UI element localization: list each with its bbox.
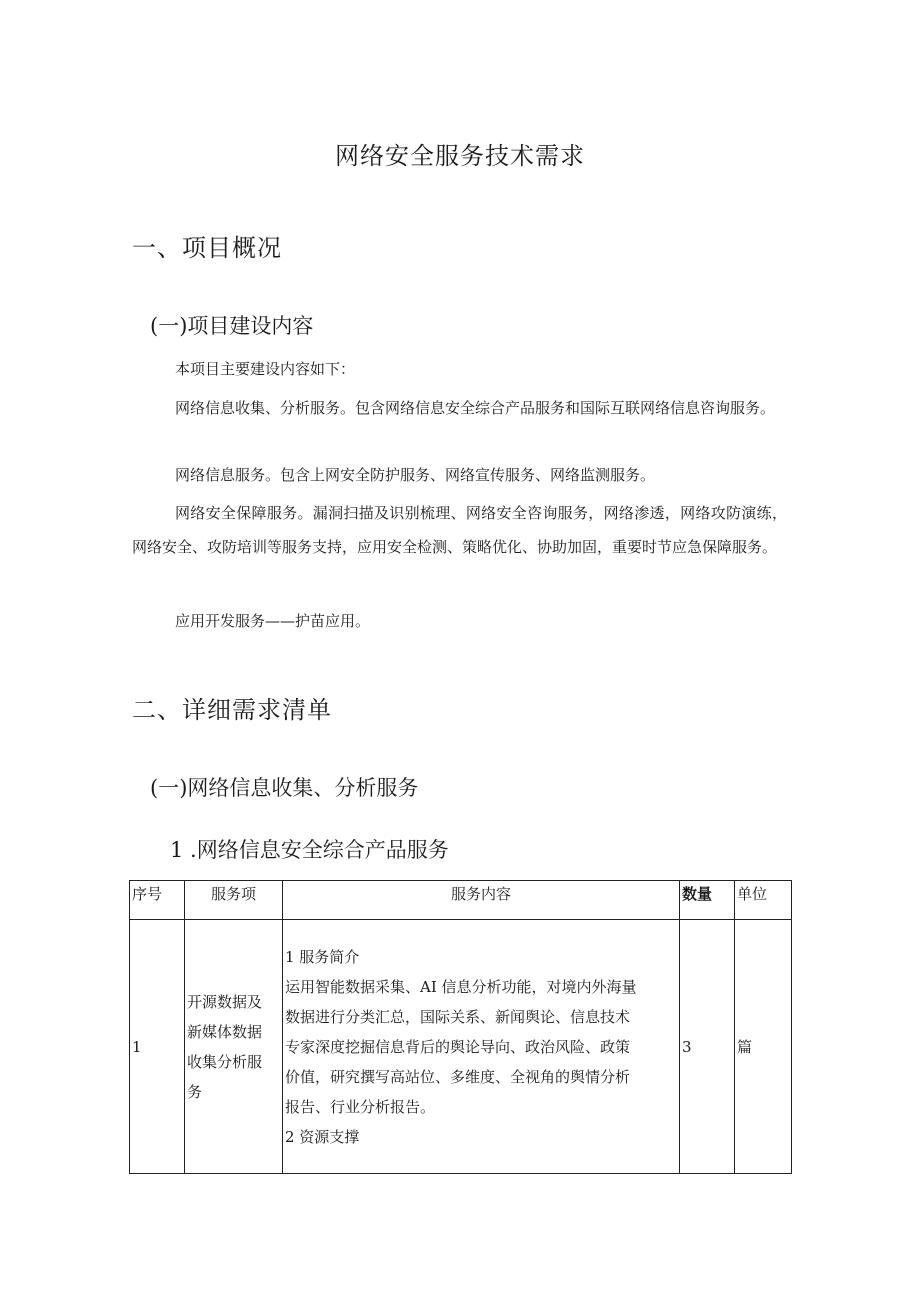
- service-item-line: 收集分析服: [187, 1052, 263, 1071]
- content-line: 专家深度挖掘信息背后的舆论导向、政治风险、政策: [285, 1037, 631, 1056]
- header-service-content: 服务内容: [283, 881, 680, 920]
- content-line: 报告、行业分析报告。: [285, 1097, 436, 1116]
- item-1-heading: 1 .网络信息安全综合产品服务: [170, 838, 449, 862]
- requirements-table: [129, 880, 792, 1174]
- document-title: 网络安全服务技术需求: [335, 142, 585, 170]
- table-header-row: [130, 881, 792, 920]
- section-2-heading: 二、详细需求清单: [132, 696, 332, 724]
- cell-service-content: [283, 920, 680, 1174]
- header-quantity: 数量: [680, 881, 735, 920]
- section-1-heading: 一、项目概况: [132, 234, 282, 262]
- cell-unit: 篇: [735, 920, 792, 1174]
- table-row: [130, 920, 792, 1174]
- content-line: 数据进行分类汇总，国际关系、新闻舆论、信息技术: [285, 1007, 631, 1026]
- content-line: 1 服务简介: [285, 947, 360, 966]
- cell-service-item: [185, 920, 283, 1174]
- section-2-1-heading: (一)网络信息收集、分析服务: [150, 776, 419, 800]
- service-item-line: 新媒体数据: [187, 1022, 263, 1041]
- header-unit: 单位: [735, 881, 792, 920]
- service-item-line: 务: [187, 1082, 203, 1101]
- paragraph-intro: 本项目主要建设内容如下：: [175, 360, 356, 378]
- paragraph-app-dev: 应用开发服务——护苗应用。: [175, 612, 371, 630]
- paragraph-security-assurance: 网络安全保障服务。漏洞扫描及识别梳理、网络安全咨询服务，网络渗透，网络攻防演练，网络安全、攻防培训等服务支持，应用安全检测、策略优化、协助加固，重要时节应急保障服务。: [132, 504, 787, 556]
- service-item-line: 开源数据及: [187, 992, 263, 1011]
- paragraph-info-service: 网络信息服务。包含上网安全防护服务、网络宣传服务、网络监测服务。: [175, 466, 656, 484]
- content-line: 运用智能数据采集、AI 信息分析功能，对境内外海量: [285, 977, 637, 996]
- content-line: 价值，研究撰写高站位、多维度、全视角的舆情分析: [285, 1067, 631, 1086]
- paragraph-collection-analysis: 网络信息收集、分析服务。包含网络信息安全综合产品服务和国际互联网络信息咨询服务。: [175, 399, 776, 417]
- content-line: 2 资源支撑: [285, 1127, 360, 1146]
- section-1-1-heading: (一)项目建设内容: [150, 314, 314, 338]
- header-no: 序号: [130, 881, 185, 920]
- header-service-item: 服务项: [185, 881, 283, 920]
- cell-quantity: 3: [680, 920, 735, 1174]
- cell-no: 1: [130, 920, 185, 1174]
